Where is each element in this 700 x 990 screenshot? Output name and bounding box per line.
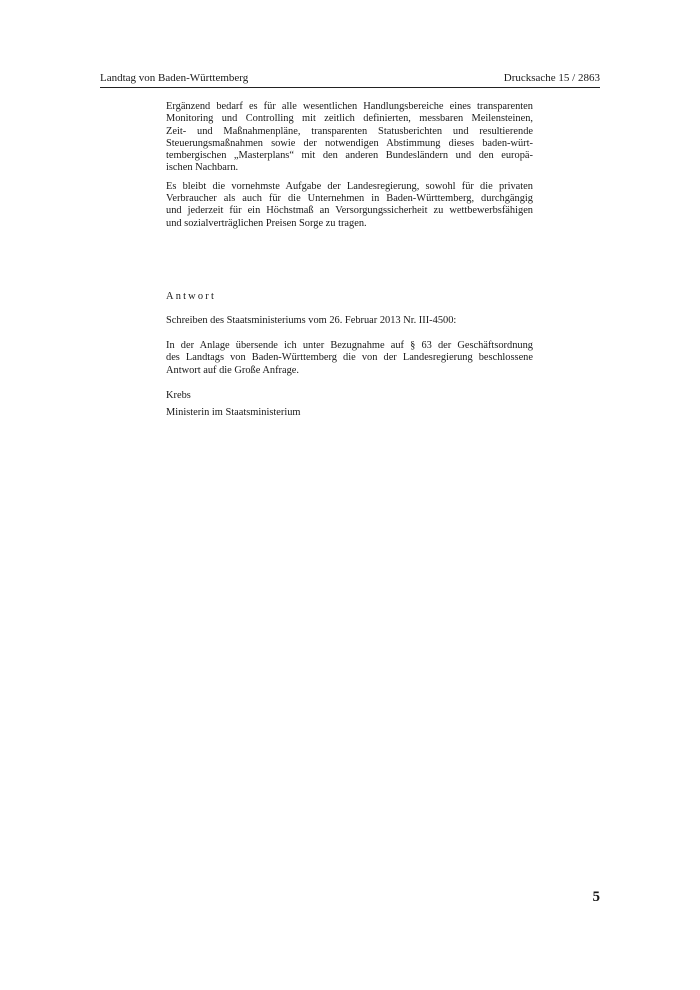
text-line: Zeit- und Maßnahmenpläne, transparenten Statusberichten und resultierende	[166, 125, 533, 137]
text-line: ischen Nachbarn.	[166, 162, 239, 174]
text-line: tembergischen „Masterplans“ mit den anderen Bundesländern und den europä-	[166, 150, 533, 162]
letter-reference: Schreiben des Staatsministeriums vom 26. Februar 2013 Nr. III-4500:	[166, 315, 457, 326]
header-document-number: Drucksache 15 / 2863	[503, 72, 600, 84]
text-line: Ergänzend bedarf es für alle wesentlichen Handlungsbereiche eines transparenten	[166, 101, 533, 112]
header-rule	[100, 87, 600, 88]
paragraph-versorgungssicherheit	[166, 181, 533, 230]
text-line: und jederzeit für ein Höchstmaß an Versorgungssicherheit zu wettbewerbsfähigen	[166, 205, 533, 217]
signature-name: Krebs	[166, 390, 191, 401]
text-line: des Landtags von Baden-Württemberg die von der Landesregierung beschlossene	[166, 352, 533, 364]
text-line: Es bleibt die vornehmste Aufgabe der Landesregierung, sowohl für die privaten	[166, 180, 533, 192]
text-line: Steuerungsmaßnahmen sowie der notwendigen Abstimmung dieses baden-würt-	[166, 137, 533, 149]
header-publisher: Landtag von Baden-Württemberg	[100, 72, 249, 84]
body-text	[166, 101, 533, 236]
text-line: Monitoring und Controlling mit zeitlich definierten, messbaren Meilensteinen,	[166, 113, 533, 125]
paragraph-monitoring	[166, 101, 533, 175]
signature-role: Ministerin im Staatsministerium	[166, 407, 301, 418]
text-line: Antwort auf die Große Anfrage.	[166, 364, 300, 376]
running-header	[100, 71, 600, 87]
text-line: und sozialverträglichen Preisen Sorge zu tragen.	[166, 217, 367, 229]
page-number: 5	[592, 889, 600, 905]
text-line: Verbraucher als auch für die Unternehmen in Baden-Württemberg, durchgängig	[166, 193, 533, 205]
section-heading-antwort: Antwort	[166, 291, 217, 302]
antwort-body	[166, 340, 533, 377]
text-line: In der Anlage übersende ich unter Bezugnahme auf § 63 der Geschäftsordnung	[166, 340, 533, 351]
